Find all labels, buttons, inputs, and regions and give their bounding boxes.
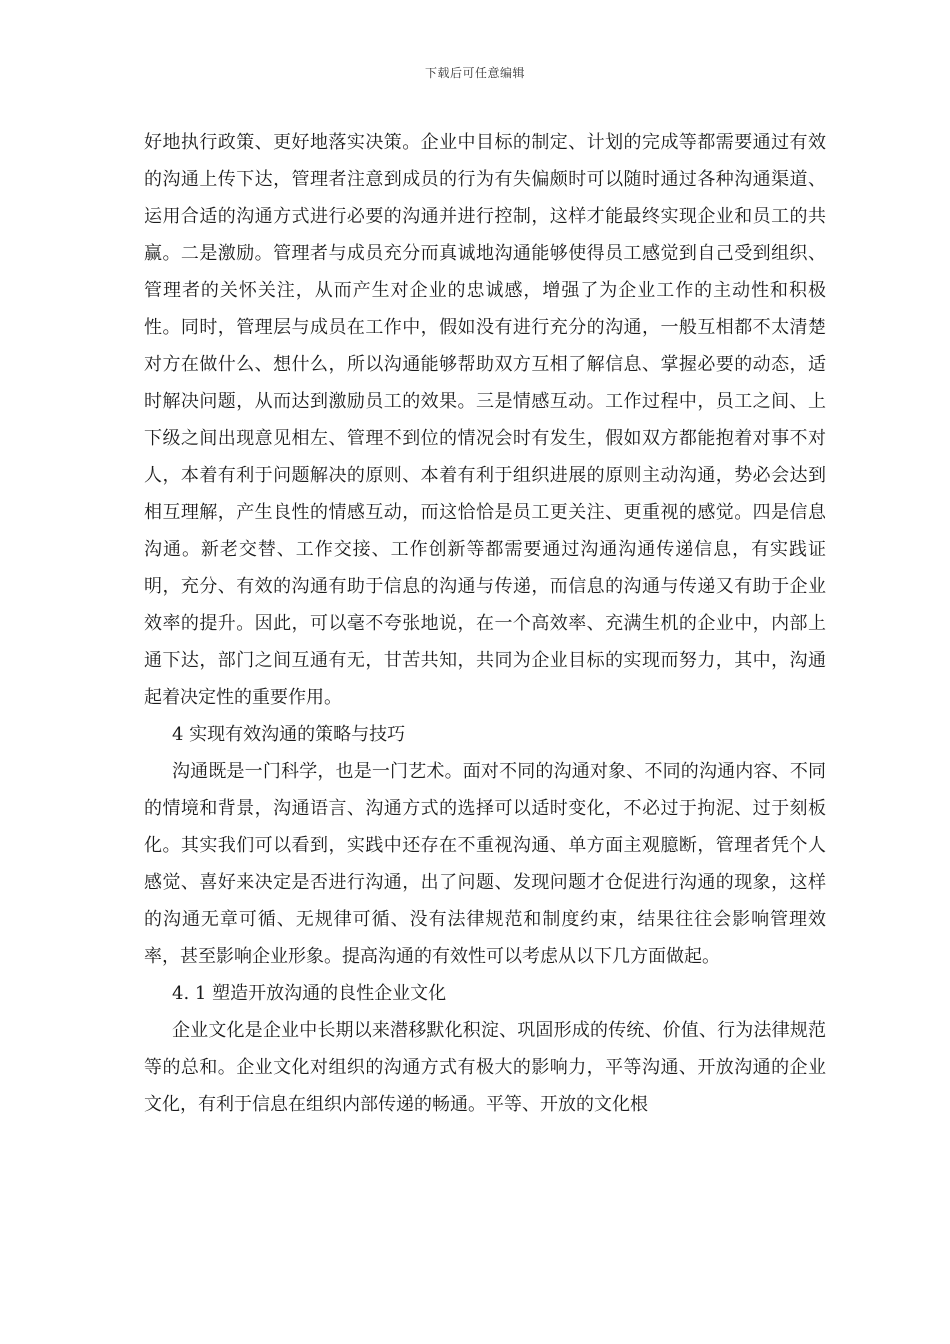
document-body bbox=[144, 124, 826, 1123]
page-header: 下载后可任意编辑 bbox=[424, 66, 525, 80]
section-heading-4: 4 实现有效沟通的策略与技巧 bbox=[172, 724, 406, 745]
paragraph-continued: 好地执行政策、更好地落实决策。企业中目标的制定、计划的完成等都需要通过有效的沟通上传下达，管理者注意到成员的行为有失偏颇时可以随时通过各种沟通渠道、运用合适的沟通方式进行必要的沟通并进行控制，这样才能最终实现企业和员工的共赢。二是激励。管理者与成员充分而真诚地沟通能够使得员工感觉到自己受到组织、管理者的关怀关注，从而产生对企业的忠诚感，增强了为企业工作的主动性和积极性。同时，管理层与成员在工作中，假如没有进行充分的沟通，一般互相都不太清楚对方在做什么、想什么，所以沟通能够帮助双方互相了解信息、掌握必要的动态，适时解决问题，从而达到激励员工的效果。三是情感互动。工作过程中，员工之间、上下级之间出现意见相左、管理不到位的情况会时有发生，假如双方都能抱着对事不对人，本着有利于问题解决的原则、本着有利于组织进展的原则主动沟通，势必会达到相互理解，产生良性的情感互动，而这恰恰是员工更关注、更重视的感觉。四是信息沟通。新老交替、工作交接、工作创新等都需要通过沟通沟通传递信息，有实践证明，充分、有效的沟通有助于信息的沟通与传递，而信息的沟通与传递又有助于企业效率的提升。因此，可以毫不夸张地说，在一个高效率、充满生机的企业中，内部上通下达，部门之间互通有无，甘苦共知，共同为企业目标的实现而努力，其中，沟通起着决定性的重要作用。 bbox=[144, 132, 826, 708]
subsection-heading-4-1: 4. 1 塑造开放沟通的良性企业文化 bbox=[172, 983, 447, 1004]
paragraph-section-4-intro: 沟通既是一门科学，也是一门艺术。面对不同的沟通对象、不同的沟通内容、不同的情境和背景，沟通语言、沟通方式的选择可以适时变化，不必过于拘泥、过于刻板化。其实我们可以看到，实践中还存在不重视沟通、单方面主观臆断，管理者凭个人感觉、喜好来决定是否进行沟通，出了问题、发现问题才仓促进行沟通的现象，这样的沟通无章可循、无规律可循、没有法律规范和制度约束，结果往往会影响管理效率，甚至影响企业形象。提高沟通的有效性可以考虑从以下几方面做起。 bbox=[144, 761, 826, 967]
paragraph-corporate-culture: 企业文化是企业中长期以来潜移默化积淀、巩固形成的传统、价值、行为法律规范等的总和。企业文化对组织的沟通方式有极大的影响力，平等沟通、开放沟通的企业文化，有利于信息在组织内部传递的畅通。平等、开放的文化根 bbox=[144, 1020, 826, 1115]
